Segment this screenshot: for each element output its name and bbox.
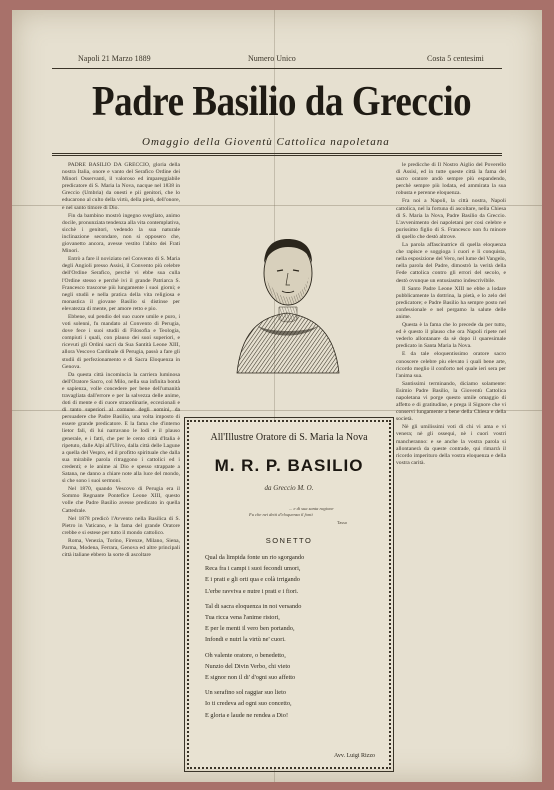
verse-line: Qual da limpida fonte un rio sgorgando: [205, 554, 305, 561]
sonnet-origin: da Greccio M. O.: [264, 484, 314, 492]
epigraph-line: ... e di sua santa ragione: [289, 506, 334, 511]
sonnet-dedication: All'Illustre Oratore di S. Maria la Nova: [210, 432, 368, 443]
verse-line: E i prati e gli orti qua e colà irrigando: [205, 576, 300, 584]
masthead-title: Padre Basilio da Greccio: [92, 79, 472, 125]
paragraph: Nè gli umilissimi voti di chi vi ama e vi venera; nè gli ossequi, nè i cuori vostri mancheranno: e se anche la vostra parola si allontanerà da queste contrade, qui rimarrà il ricordo imperituro della vostra eloquenza e della vostra carità.: [396, 424, 506, 466]
paragraph: Ebbene, sul pendio del suo cuore umile e puro, i voti solenni, fu mandato al Convento di Perugia, dove fece i suoi studii di Filosofia e Teologia, compiuti i quali, con plauso dei suoi superiori, e ricevuti gli Ordini sacri da Sua Santità Leone XIII, allora Vescovo Cardinale di Perugia, passò a fare gli studii di perfezionamento e di Sacra Eloquenza in Genova.: [62, 313, 180, 370]
issue-number: Numero Unico: [248, 54, 296, 63]
sonnet-epigraph: [249, 506, 379, 518]
paragraph: Da questa città incomincia la carriera luminosa dell'Oratore Sacro, col Milo, nella sua infinita bontà e sapienza, volle concedere per bene dell'umanità travagliata dall'errore e per la salvezza delle anime, doti di mente e di cuore straordinarie, eccezionali e di tanto superiori al comune degli uomini, da persuadere che Padre Basilio, una volta imposto di essere grande predicatore. E la fama che d'interno lietor fali, di lui narravano le lodi e il plauso generale, e i fatti, che per le cento città d'Italia è ripetuto, dalle Alpi all'Ulivo, dalla città delle Lagune a quella del Vespro, ed il profitto spirituale che dalla sua mirabile parola ritraggono i cattolici ed i credenti; e le anime ai Dio e spesso strappate a Satana, ne danno a chiare note alla luce del mondo, sì che sono i suoi sermoni.: [62, 371, 180, 485]
paragraph: Fra noi a Napoli, la città nostra, Napoli cattolica, nel la fortuna di ascoltare, nella Chiesa di S. Maria la Nova, Padre Basilio da Greccio. L'avvenimento dei napoletani per così celebre e purissimo figlio di S. Francesco non fu minore di quello che destò altrove.: [396, 198, 506, 240]
paragraph: E da tale eloquentissimo oratore sacro conoscere celebre piu elevato i quali bene arte, ricordo meglio il conforto nel quale ieri sera per l'anima sua.: [396, 351, 506, 379]
verse-line: Tua ricca vena l'anime ristori,: [205, 614, 280, 622]
sonnet-verses: [205, 552, 381, 721]
sonnet-honoree: M. R. P. BASILIO: [214, 456, 364, 475]
verse-line: Reca fra i campi i suoi fecondi umori,: [205, 565, 301, 573]
dateline: [12, 54, 542, 68]
paragraph: le predicche di Il Nostro Aiglio del Poverello di Assisi, ed in tutte queste città la fama del sacro oratore andò sempre più espandendo, perchè sempre più lodata, ed ammirata la sua robusta e perenne eloquenza.: [396, 162, 506, 197]
verse-line: L'erbe ravviva e nutre i prati e i fiori.: [205, 587, 299, 595]
verse-line: Un serafino sol raggiar suo lieto: [205, 689, 286, 697]
verse-line: E signor non il di' d'ogni suo affetto: [205, 674, 296, 682]
sonnet-frame: [187, 420, 391, 769]
paragraph: Fin da bambino mostrò ingegno svegliato, animo docile, pronunziata tendenza alla vita contemplativa, sicchè i genitori, vedendo la sua naturale inclinazione secondare, non si opposero che, giovanetto ancora, avesse vestito l'abito dei Frati Minori.: [62, 212, 180, 255]
sonnet-label: SONETTO: [265, 536, 313, 545]
paragraph: PADRE BASILIO DA GRECCIO, gloria della nostra Italia, onore e vanto del Serafico Ordine dei Minori Osservanti, il valoroso ed impareggiabile predicatore di S. Maria la Nova, nacque nel 1838 in Greccio (Umbria) da onesti e pii genitori, che lo educarono al culto della virtù, della pietà, dell'onore, e nel santo timore di Dio.: [62, 162, 180, 211]
header-rule-bottom-double: [52, 155, 502, 156]
paragraph: Questa è la fama che lo precede da per tutto, ed è questo il plauso che ora Napoli ripete nel vederlo allontanare da sè dopo il quaresimale predicato in Santa Maria la Nova.: [396, 322, 506, 350]
masthead-subtitle: Omaggio della Gioventù Cattolica napoletana: [142, 136, 390, 148]
paragraph: Nel 1878 predicò l'Avvento nella Basilica di S. Pietro in Vaticano, e la fama del grande Oratore crebbe e si estese per tutto il mondo cattolico.: [62, 515, 180, 536]
verse-line: E per le menti il vero ben portando,: [205, 625, 295, 633]
epigraph-line: Fu che nei detti d'eloquenza il fonti: [249, 512, 313, 517]
newspaper-page: [12, 10, 542, 782]
paragraph: Il Santo Padre Leone XIII ne ebbe a lodare pubblicamente la dottrina, la pietà, e lo zelo del predicatore; e Padre Basilio ha sempre posto nel confessionale e nel pergamo la salute delle anime.: [396, 285, 506, 320]
verse-line: Infondi e nutri la virtù ne' cuori.: [205, 636, 286, 644]
epigraph-author: Tasso: [337, 520, 348, 525]
paragraph: Nel 1870, quando Vescovo di Perugia era il Sommo Regnante Pontefice Leone XIII, questo volle che Padre Basilio avesse predicato in quella Cattedrale.: [62, 486, 180, 514]
verse-line: Tal di sacra eloquenza in noi versando: [205, 602, 302, 610]
paragraph: Entrò a fare il noviziato nel Convento di S. Maria degli Angioli presso Assisi, il Convento più celebre dell'Ordine Serafico, perchè vi ebbe sua culla l'Ordine stesso e perchè ivi il grande Patriarca S. Francesco trascorse più lungamente i suoi giorni; e negli studii e nella pratica della vita religiosa e monastica il giovane Basilio si distinse per elevatezza di mente, per amore retto e pio.: [62, 256, 180, 312]
verse-line: Oh valente oratore, o benedetto,: [205, 651, 286, 659]
article-left-column: [62, 162, 180, 764]
portrait-engraving: [227, 215, 347, 375]
paragraph: Santissimi terminando, diciamo solamente: Esimio Padre Basilio, la Gioventù Cattolica napoletana vi porge questo umile omaggio di affetto e di gratitudine, e prega il Signore che vi conservi lungamente a bene della Chiesa e della società.: [396, 380, 506, 423]
verse-line: E gloria e laude ne rendea a Dio!: [205, 711, 289, 719]
verse-line: Nunzio del Divin Verbo, chi vieto: [205, 662, 291, 670]
sonnet-signature: Avv. Luigi Rizzo: [334, 753, 375, 759]
header-rule-bottom: [52, 153, 502, 154]
paragraph: Roma, Venezia, Torino, Firenze, Milano, Siena, Parma, Modena, Ferrara, Genova ed altre principali città italiane ebbero la sorte di ascoltare: [62, 537, 180, 559]
issue-price: Costa 5 centesimi: [427, 54, 484, 63]
verse-line: Io ti credeva ad ogni suo concetto,: [205, 700, 292, 708]
issue-date: Napoli 21 Marzo 1889: [78, 54, 151, 63]
article-right-column: [396, 162, 506, 764]
paragraph: La parola affascinatrice di quella eloquenza che rapisce e soggioga i cuori e li conquista, nella esposizione del Vero, nel lume del Vangelo, nella parola del Padre, dimostrò la verità della Fede cattolica contro gli errori del secolo, e destò ovunque un entusiasmo indescrivibile.: [396, 242, 506, 284]
header-rule-top: [52, 68, 502, 69]
